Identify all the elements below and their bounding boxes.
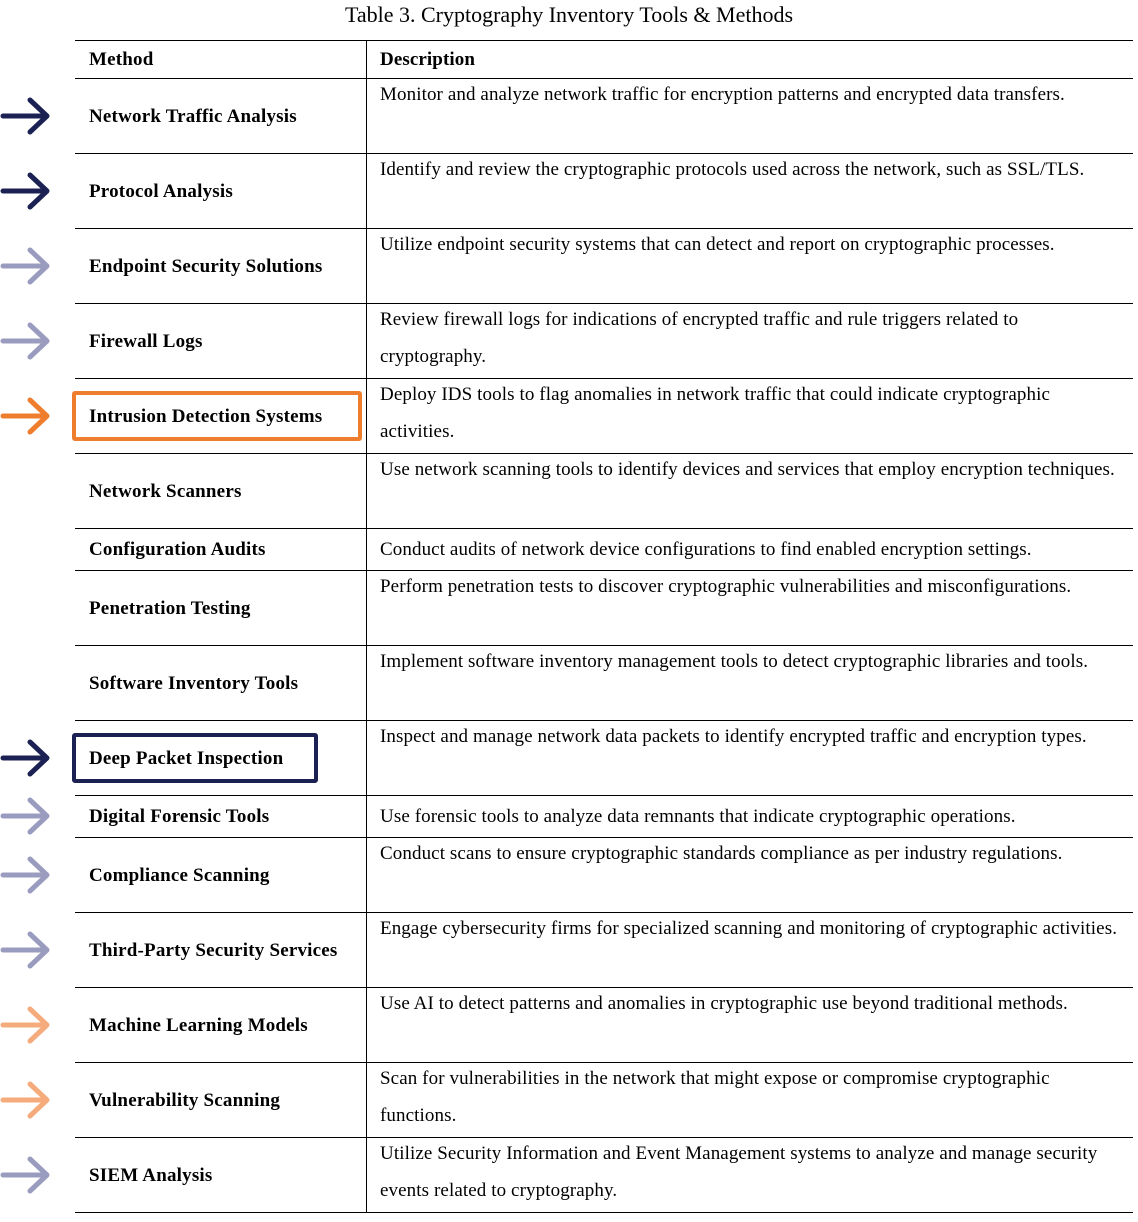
description-cell: Use forensic tools to analyze data remnants that indicate cryptographic operations.	[380, 806, 1016, 827]
description-cell: Utilize endpoint security systems that can detect and report on cryptographic processes.	[380, 234, 1055, 255]
arrow-right-icon	[0, 796, 52, 836]
header-method: Method	[89, 49, 154, 70]
description-cell: Perform penetration tests to discover cryptographic vulnerabilities and misconfigurations.	[380, 576, 1072, 597]
method-cell: Software Inventory Tools	[89, 672, 299, 694]
description-cell: Use network scanning tools to identify devices and services that employ encryption techniques.	[380, 459, 1115, 480]
arrow-right-icon	[0, 1080, 52, 1120]
method-cell: Network Scanners	[89, 480, 242, 502]
column-divider	[366, 529, 367, 570]
method-cell: Digital Forensic Tools	[89, 806, 270, 827]
description-cell: Conduct scans to ensure cryptographic standards compliance as per industry regulations.	[380, 843, 1063, 864]
method-cell: Intrusion Detection Systems	[89, 405, 323, 427]
method-cell: Endpoint Security Solutions	[89, 255, 323, 277]
table-row	[75, 304, 1133, 379]
column-divider	[366, 646, 367, 720]
table-header	[75, 40, 1133, 79]
arrow-right-icon	[0, 930, 52, 970]
description-cell: Identify and review the cryptographic protocols used across the network, such as SSL/TLS.	[380, 159, 1085, 180]
arrow-right-icon	[0, 1005, 52, 1045]
column-divider	[366, 1063, 367, 1137]
table-row	[75, 379, 1133, 454]
column-divider	[366, 154, 367, 228]
column-divider	[366, 41, 367, 78]
column-divider	[366, 229, 367, 303]
arrow-right-icon	[0, 396, 52, 436]
column-divider	[366, 838, 367, 912]
method-cell: Vulnerability Scanning	[89, 1089, 281, 1111]
table-row	[75, 79, 1133, 154]
description-cell: Deploy IDS tools to flag anomalies in network traffic that could indicate cryptographic activities.	[380, 384, 1050, 442]
arrow-right-icon	[0, 171, 52, 211]
method-cell: SIEM Analysis	[89, 1164, 213, 1186]
description-cell: Monitor and analyze network traffic for encryption patterns and encrypted data transfers.	[380, 84, 1065, 105]
column-divider	[366, 379, 367, 453]
method-cell: Compliance Scanning	[89, 864, 270, 886]
description-cell: Review firewall logs for indications of encrypted traffic and rule triggers related to cryptography.	[380, 309, 1019, 367]
method-cell: Protocol Analysis	[89, 180, 233, 202]
column-divider	[366, 796, 367, 837]
table-row	[75, 229, 1133, 304]
description-cell: Use AI to detect patterns and anomalies in cryptographic use beyond traditional methods.	[380, 993, 1068, 1014]
column-divider	[366, 988, 367, 1062]
method-cell: Deep Packet Inspection	[89, 747, 284, 769]
method-cell: Machine Learning Models	[89, 1014, 308, 1036]
table-caption: Table 3. Cryptography Inventory Tools & Methods	[344, 2, 794, 27]
method-cell: Firewall Logs	[89, 330, 203, 352]
table-row	[75, 1138, 1133, 1213]
method-cell: Third-Party Security Services	[89, 939, 338, 961]
table-row	[75, 721, 1133, 796]
description-cell: Implement software inventory management tools to detect cryptographic libraries and tools.	[380, 651, 1089, 672]
arrow-right-icon	[0, 738, 52, 778]
column-divider	[366, 79, 367, 153]
header-description: Description	[380, 49, 476, 70]
table-row	[75, 154, 1133, 229]
column-divider	[366, 571, 367, 645]
description-cell: Inspect and manage network data packets to identify encrypted traffic and encryption types.	[380, 726, 1087, 747]
method-cell: Penetration Testing	[89, 597, 251, 619]
table-row	[75, 571, 1133, 646]
table-row	[75, 796, 1133, 838]
table-row	[75, 529, 1133, 571]
description-cell: Utilize Security Information and Event Management systems to analyze and manage security events related to cryptography.	[380, 1143, 1098, 1201]
description-cell: Conduct audits of network device configurations to find enabled encryption settings.	[380, 539, 1032, 560]
table-row	[75, 1063, 1133, 1138]
table-row	[75, 454, 1133, 529]
column-divider	[366, 1138, 367, 1212]
description-cell: Engage cybersecurity firms for specialized scanning and monitoring of cryptographic activities.	[380, 918, 1118, 939]
table-row	[75, 838, 1133, 913]
column-divider	[366, 913, 367, 987]
method-cell: Configuration Audits	[89, 539, 266, 560]
column-divider	[366, 454, 367, 528]
arrow-right-icon	[0, 1155, 52, 1195]
inventory-table	[75, 40, 1133, 1213]
arrow-right-icon	[0, 246, 52, 286]
table-row	[75, 646, 1133, 721]
arrow-right-icon	[0, 96, 52, 136]
column-divider	[366, 721, 367, 795]
arrow-right-icon	[0, 321, 52, 361]
table-row	[75, 988, 1133, 1063]
column-divider	[366, 304, 367, 378]
arrow-right-icon	[0, 855, 52, 895]
method-cell: Network Traffic Analysis	[89, 105, 297, 127]
table-row	[75, 913, 1133, 988]
description-cell: Scan for vulnerabilities in the network that might expose or compromise cryptographic functions.	[380, 1068, 1050, 1126]
